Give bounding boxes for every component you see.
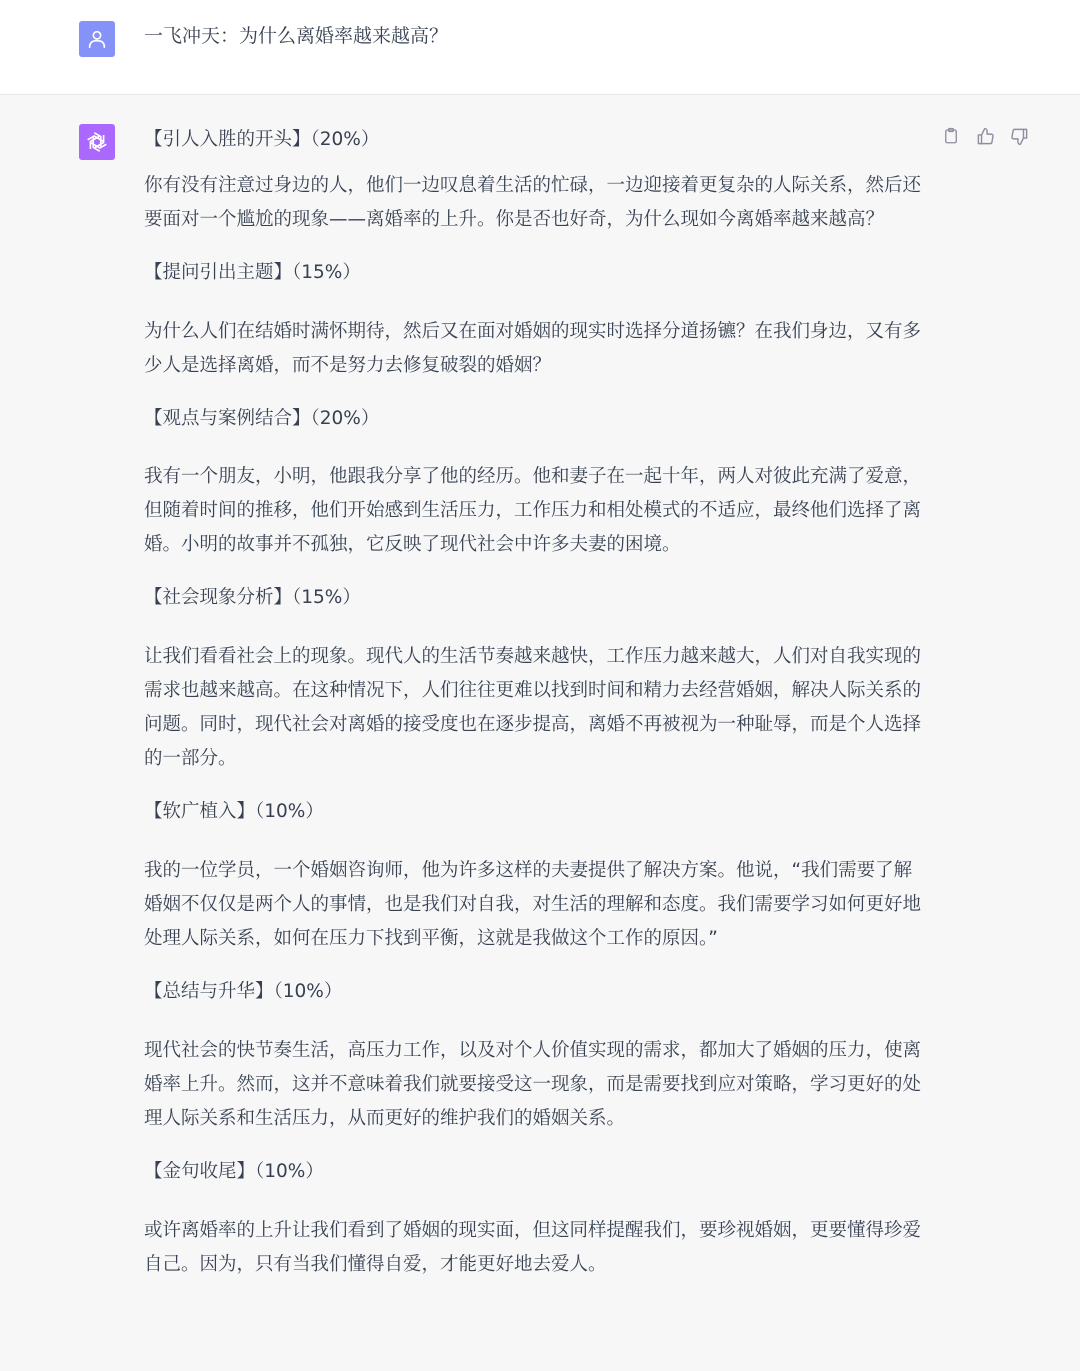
clipboard-icon bbox=[942, 127, 960, 145]
section-body: 我有一个朋友，小明，他跟我分享了他的经历。他和妻子在一起十年，两人对彼此充满了爱意，但随着时间的推移，他们开始感到生活压力，工作压力和相处模式的不适应，最终他们选择了离婚。小明的故事并不孤独，它反映了现代社会中许多夫妻的困境。 bbox=[144, 466, 922, 555]
copy-button[interactable] bbox=[940, 125, 962, 147]
user-icon bbox=[86, 28, 108, 50]
section-body: 让我们看看社会上的现象。现代人的生活节奏越来越快，工作压力越来越大，人们对自我实现的需求也越来越高。在这种情况下，人们往往更难以找到时间和精力去经营婚姻，解决人际关系的问题。同时，现代社会对离婚的接受度也在逐步提高，离婚不再被视为一种耻辱，而是个人选择的一部分。 bbox=[144, 646, 922, 769]
section-title: 【引人入胜的开头】（20%） bbox=[144, 129, 380, 150]
section-body: 为什么人们在结婚时满怀期待，然后又在面对婚姻的现实时选择分道扬镳？在我们身边，又有多少人是选择离婚，而不是努力去修复破裂的婚姻？ bbox=[144, 321, 922, 376]
like-button[interactable] bbox=[974, 125, 996, 147]
section-body: 你有没有注意过身边的人，他们一边叹息着生活的忙碌，一边迎接着更复杂的人际关系，然后还要面对一个尴尬的现象——离婚率的上升。你是否也好奇，为什么现如今离婚率越来越高？ bbox=[144, 175, 922, 230]
section-title: 【提问引出主题】（15%） bbox=[144, 262, 361, 283]
section-body: 我的一位学员，一个婚姻咨询师，他为许多这样的夫妻提供了解决方案。他说，“我们需要了解婚姻不仅仅是两个人的事情，也是我们对自我，对生活的理解和态度。我们需要学习如何更好地处理人际关系，如何在压力下找到平衡，这就是我做这个工作的原因。” bbox=[144, 860, 922, 949]
section-body: 或许离婚率的上升让我们看到了婚姻的现实面，但这同样提醒我们，要珍视婚姻，更要懂得珍爱自己。因为，只有当我们懂得自爱，才能更好地去爱人。 bbox=[144, 1220, 922, 1275]
assistant-avatar bbox=[79, 124, 115, 160]
section-title: 【金句收尾】（10%） bbox=[144, 1161, 324, 1182]
section-title: 【观点与案例结合】（20%） bbox=[144, 408, 380, 429]
section-body: 现代社会的快节奏生活，高压力工作，以及对个人价值实现的需求，都加大了婚姻的压力，使离婚率上升。然而，这并不意味着我们就要接受这一现象，而是需要找到应对策略，学习更好的处理人际关系和生活压力，从而更好的维护我们的婚姻关系。 bbox=[144, 1040, 922, 1129]
section-title: 【软广植入】（10%） bbox=[144, 801, 324, 822]
section-title: 【社会现象分析】（15%） bbox=[144, 587, 361, 608]
openai-logo-icon bbox=[84, 129, 110, 155]
user-message-text: 一飞冲天：为什么离婚率越来越高？ bbox=[144, 25, 449, 47]
dislike-button[interactable] bbox=[1008, 125, 1030, 147]
user-message-row bbox=[0, 0, 1080, 95]
message-actions bbox=[940, 125, 1030, 147]
user-avatar bbox=[79, 21, 115, 57]
assistant-message-row bbox=[0, 95, 1080, 1371]
thumbs-down-icon bbox=[1010, 127, 1029, 146]
assistant-message-content bbox=[144, 125, 924, 1282]
section-title: 【总结与升华】（10%） bbox=[144, 981, 343, 1002]
thumbs-up-icon bbox=[976, 127, 995, 146]
